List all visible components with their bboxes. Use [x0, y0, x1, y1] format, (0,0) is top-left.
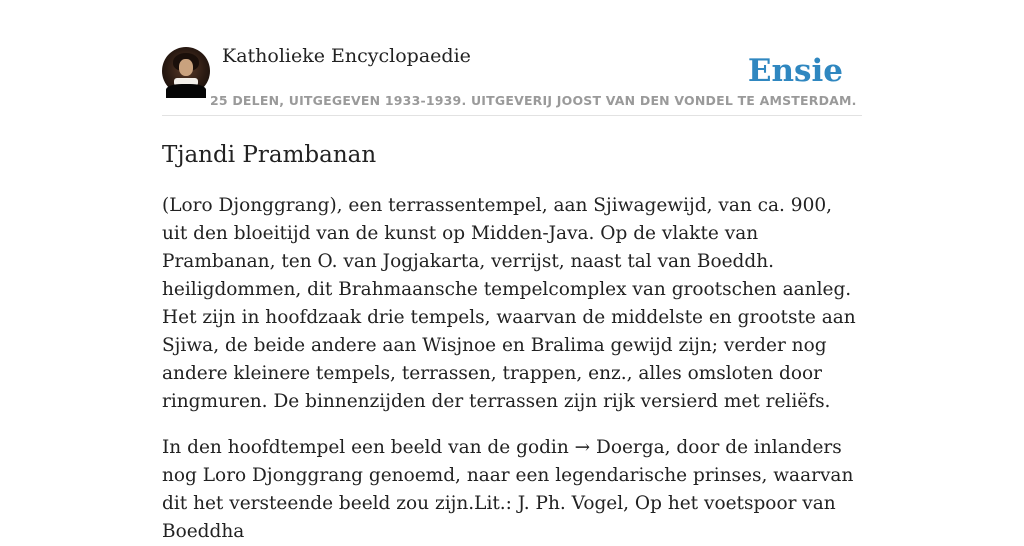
avatar-face	[179, 59, 193, 76]
article-paragraph-1: (Loro Djonggrang), een terrassentempel, aan Sjiwagewijd, van ca. 900, uit den bloeitijd van de kunst op Midden-Java. Op de vlakte van Prambanan, ten O. van Jogjakarta, verrijst, naast tal van Boeddh. heiligdommen, dit Brahmaansche tempelcomplex van grootschen aanleg. Het zijn in hoofdzaak drie tempels, waarvan de middelste en grootste aan Sjiwa, de beide andere aan Wisjnoe en Bralima gewijd zijn; verder nog andere kleinere tempels, terrassen, trappen, enz., alles omsloten door ringmuren. De binnenzijden der terrassen zijn rijk versierd met reliëfs.	[162, 195, 856, 412]
site-subtitle: 25 DELEN, UITGEGEVEN 1933-1939. UITGEVERIJ JOOST VAN DEN VONDEL TE AMSTERDAM.	[210, 93, 857, 108]
article-paragraph-2: In den hoofdtempel een beeld van de godin → Doerga, door de inlanders nog Loro Djonggrang genoemd, naar een legendarische prinses, waarvan dit het versteende beeld zou zijn.Lit.: J. Ph. Vogel, Op het voetspoor van Boeddha	[162, 437, 854, 542]
portrait-avatar-icon[interactable]	[162, 47, 210, 95]
avatar-coat	[166, 84, 206, 98]
ensie-logo-link[interactable]: Ensie	[747, 53, 843, 89]
site-title[interactable]: Katholieke Encyclopaedie	[222, 45, 471, 67]
article-title: Tjandi Prambanan	[162, 142, 377, 168]
article	[162, 140, 862, 546]
site-header	[162, 45, 862, 116]
